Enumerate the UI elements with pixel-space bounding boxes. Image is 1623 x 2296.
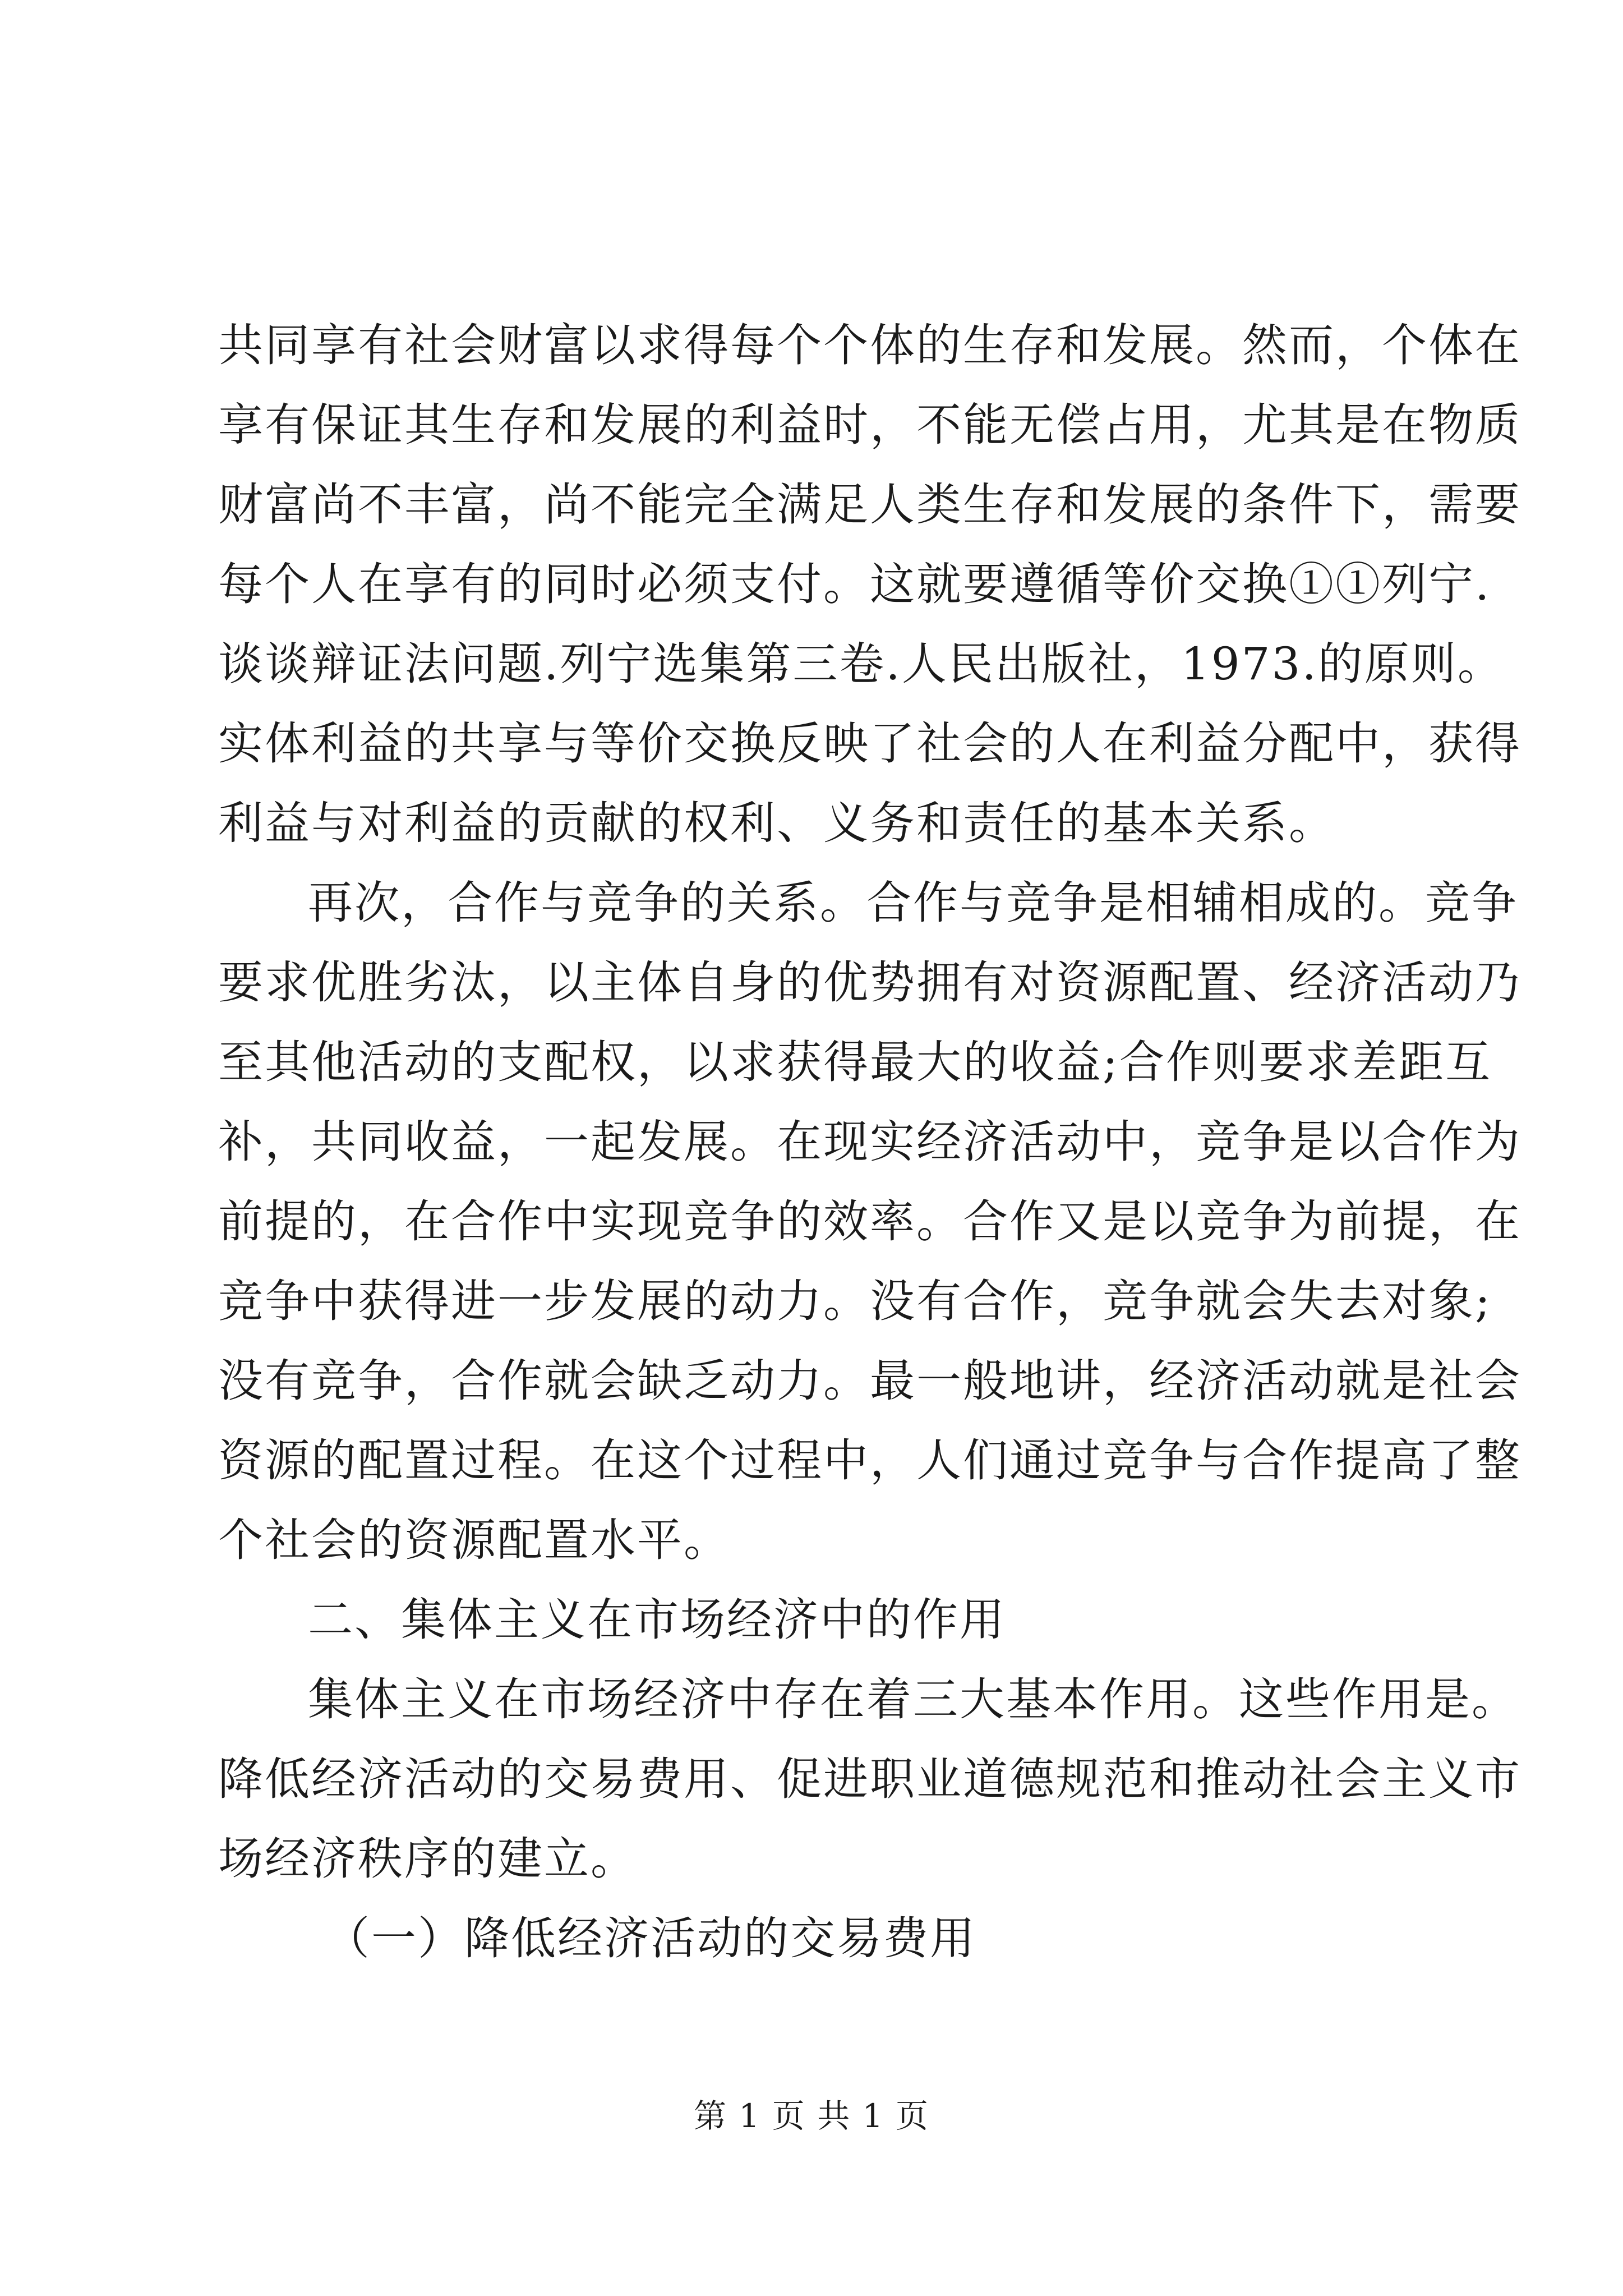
paragraph-line: 集体主义在市场经济中存在着三大基本作用。这些作用是。 [308,1673,1518,1726]
paragraph-line: 补，共同收益，一起发展。在现实经济活动中，竞争是以合作为 [218,1116,1521,1168]
paragraph-line: 每个人在享有的同时必须支付。这就要遵循等价交换①①列宁. [218,558,1491,610]
paragraph-line: 竞争中获得进一步发展的动力。没有合作，竞争就会失去对象; [218,1275,1492,1327]
body-text [218,306,1521,1978]
paragraph-line: 利益与对利益的贡献的权利、义务和责任的基本关系。 [218,797,1335,849]
paragraph-line: 没有竞争，合作就会缺乏动力。最一般地讲，经济活动就是社会 [218,1355,1521,1407]
paragraph-line: 资源的配置过程。在这个过程中，人们通过竞争与合作提高了整 [218,1434,1521,1487]
paragraph-line: 个社会的资源配置水平。 [218,1514,730,1566]
section-heading: 二、集体主义在市场经济中的作用 [308,1594,1006,1646]
paragraph-line: 场经济秩序的建立。 [218,1833,637,1885]
paragraph-line: 要求优胜劣汰，以主体自身的优势拥有对资源配置、经济活动乃 [218,956,1521,1009]
paragraph-line: 降低经济活动的交易费用、促进职业道德规范和推动社会主义市 [218,1753,1521,1805]
paragraph-line: 再次，合作与竞争的关系。合作与竞争是相辅相成的。竞争 [308,877,1518,929]
paragraph-line: 财富尚不丰富，尚不能完全满足人类生存和发展的条件下，需要 [218,478,1521,531]
paragraph-line: 谈谈辩证法问题.列宁选集第三卷.人民出版社，1973.的原则。 [218,638,1504,690]
paragraph-line: 共同享有社会财富以求得每个个体的生存和发展。然而，个体在 [218,319,1521,371]
subsection-heading: （一）降低经济活动的交易费用 [325,1912,976,1964]
paragraph-line: 实体利益的共享与等价交换反映了社会的人在利益分配中，获得 [218,717,1521,770]
page-footer: 第 1 页 共 1 页 [694,2097,929,2135]
paragraph-line: 享有保证其生存和发展的利益时，不能无偿占用，尤其是在物质 [218,399,1521,451]
paragraph-line: 前提的，在合作中实现竞争的效率。合作又是以竞争为前提，在 [218,1195,1521,1248]
paragraph-line: 至其他活动的支配权，以求获得最大的收益;合作则要求差距互 [218,1036,1492,1088]
